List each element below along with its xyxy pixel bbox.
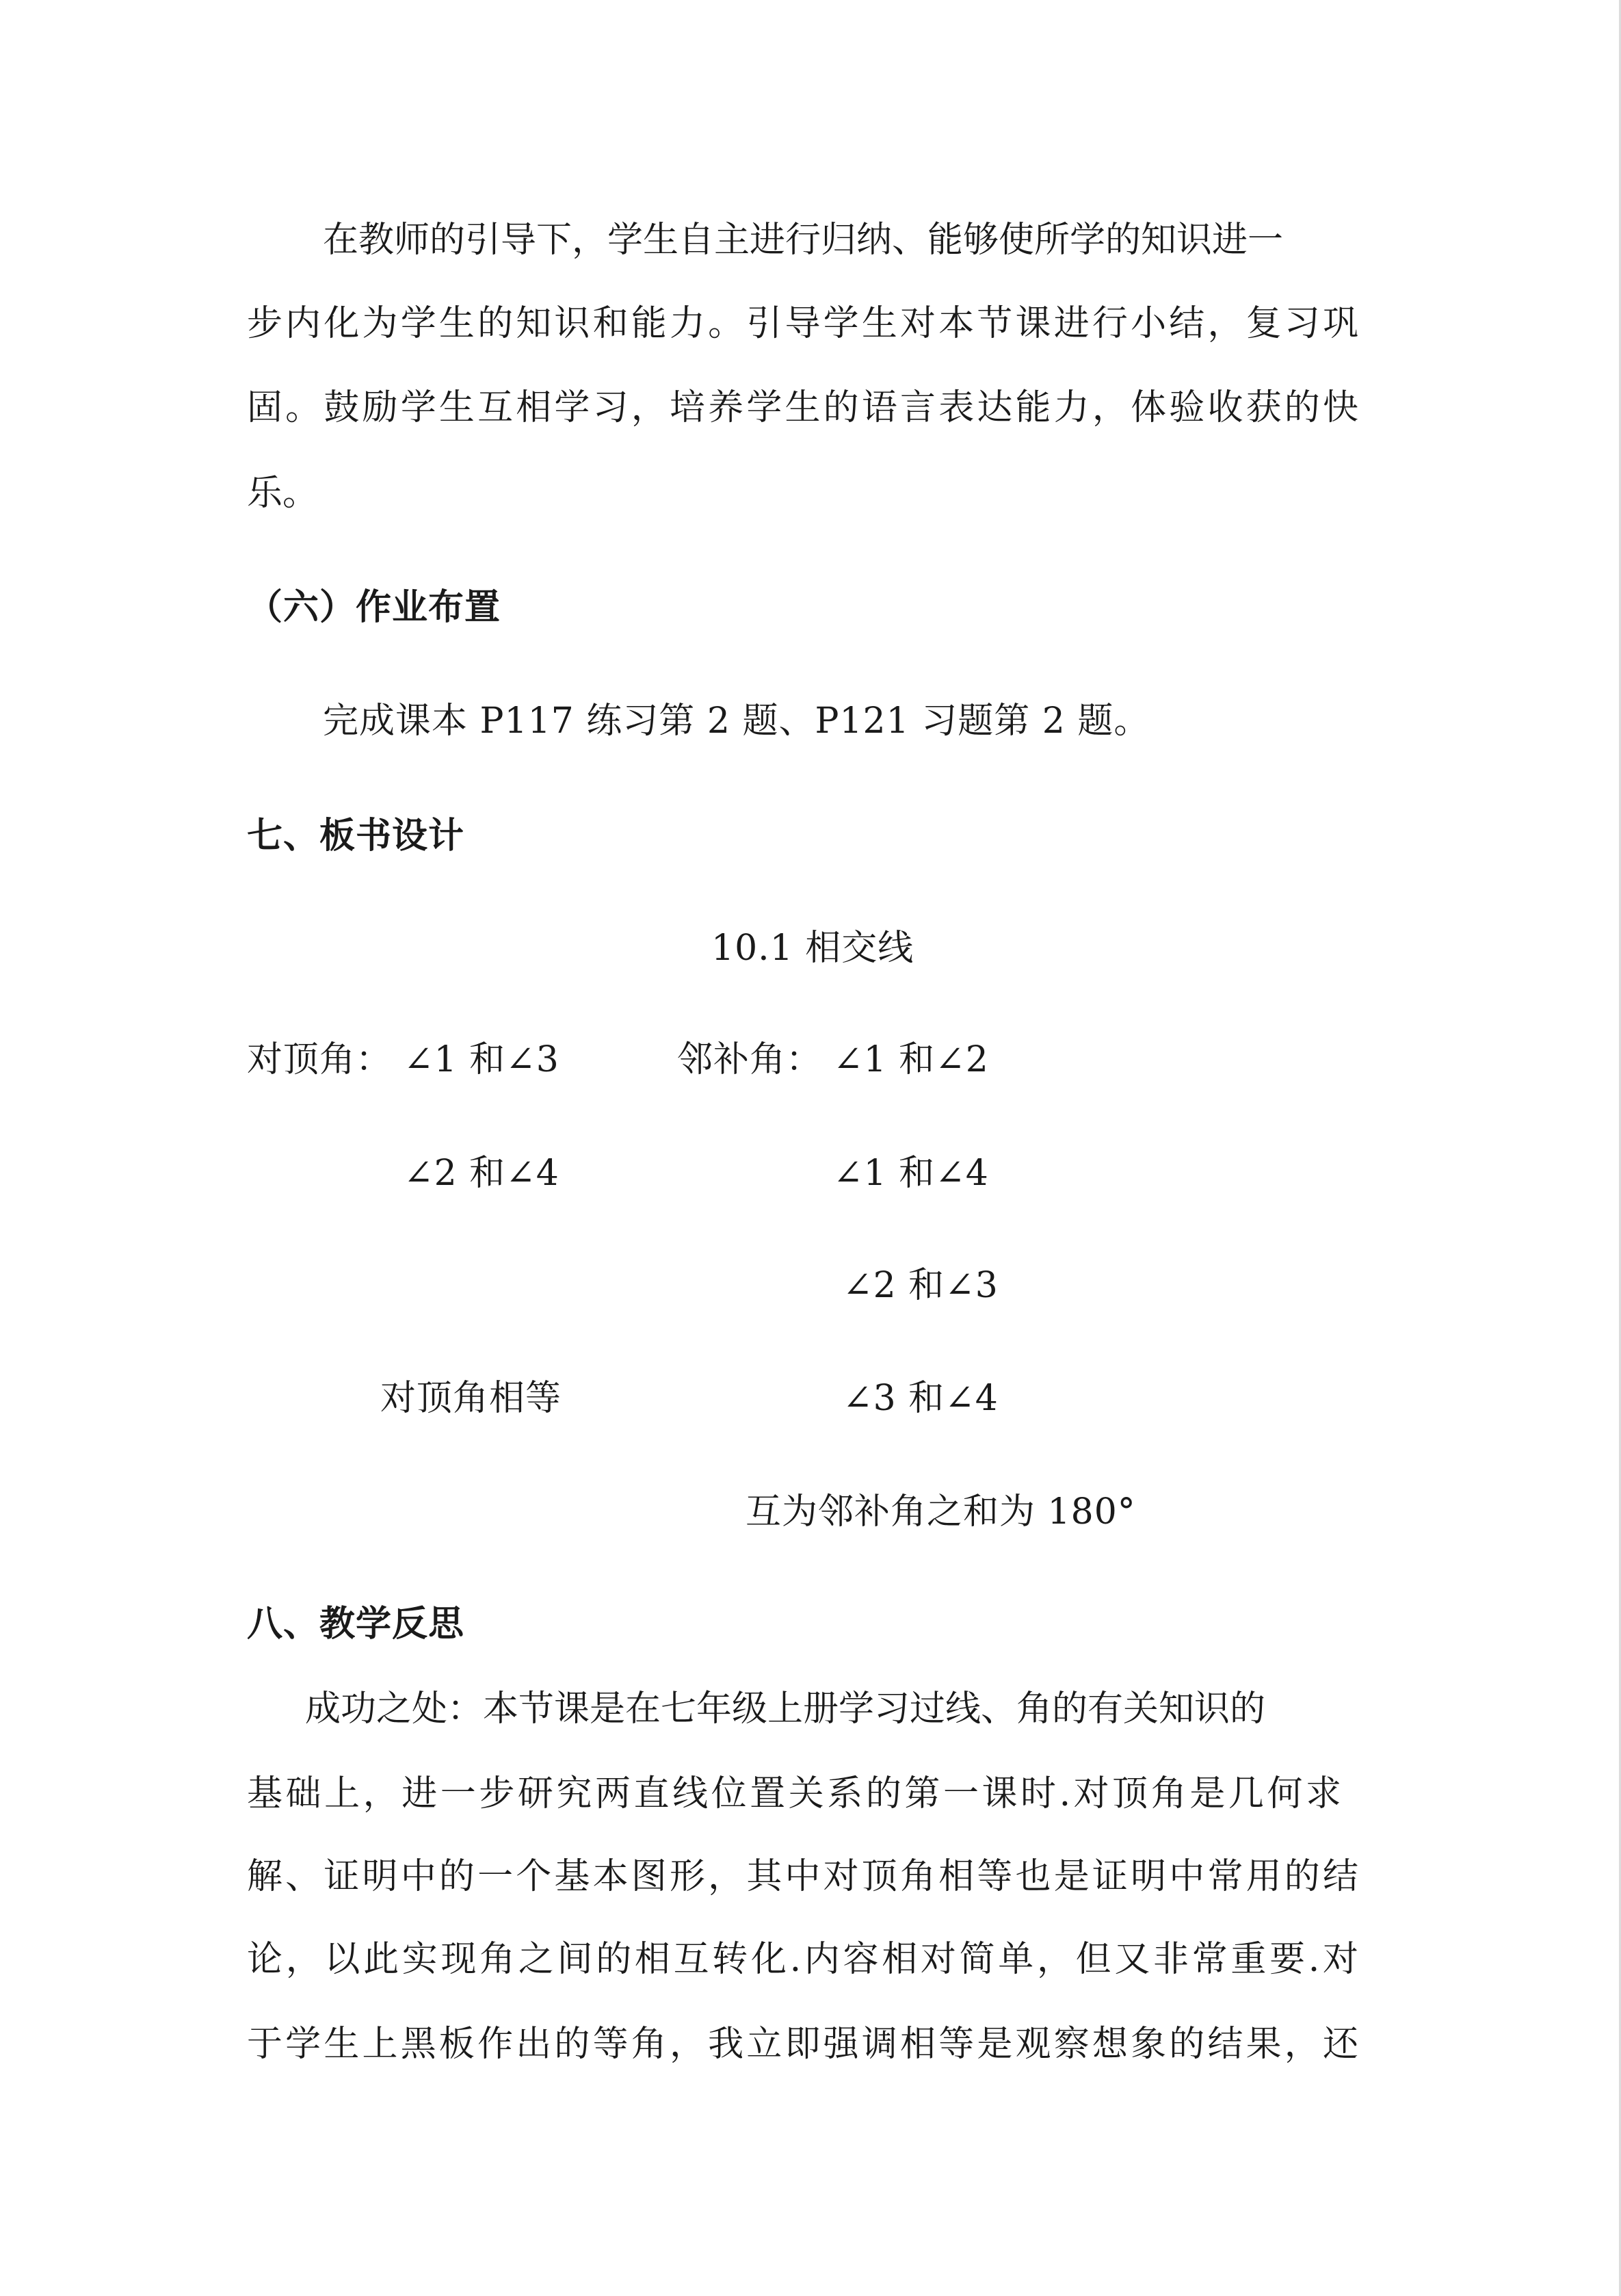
adjacent-pair-2: ∠1 和∠4 [833, 1153, 989, 1194]
summary-line-1: 在教师的引导下，学生自主进行归纳、能够使所学的知识进一 [323, 220, 1284, 261]
vertical-angles-conclusion: 对顶角相等 [380, 1378, 562, 1419]
adjacent-pair-3: ∠2 和∠3 [843, 1265, 999, 1306]
reflection-heading: 八、教学反思 [247, 1604, 465, 1645]
reflection-line-4: 论，以此实现角之间的相互转化.内容相对简单，但又非常重要.对 [247, 1939, 1358, 1980]
summary-line-4: 乐。 [247, 473, 319, 514]
homework-text: 完成课本 P117 练习第 2 题、P121 习题第 2 题。 [323, 701, 1150, 742]
vertical-angles-label: 对顶角： [247, 1039, 393, 1080]
adjacent-angles-conclusion: 互为邻补角之和为 180° [746, 1491, 1136, 1532]
reflection-line-3: 解、证明中的一个基本图形，其中对顶角相等也是证明中常用的结 [247, 1856, 1358, 1897]
reflection-line-5: 于学生上黑板作出的等角，我立即强调相等是观察想象的结果，还 [247, 2024, 1358, 2065]
homework-heading: （六）作业布置 [247, 587, 501, 628]
summary-line-2: 步内化为学生的知识和能力。引导学生对本节课进行小结，复习巩 [247, 303, 1358, 344]
reflection-line-2: 基础上，进一步研究两直线位置关系的第一课时.对顶角是几何求 [247, 1773, 1341, 1814]
board-design-title: 10.1 相交线 [711, 928, 914, 969]
vertical-pair-1: ∠1 和∠3 [404, 1039, 559, 1080]
board-design-heading: 七、板书设计 [247, 816, 465, 857]
summary-line-3: 固。鼓励学生互相学习，培养学生的语言表达能力，体验收获的快 [247, 387, 1358, 428]
reflection-line-1: 成功之处：本节课是在七年级上册学习过线、角的有关知识的 [305, 1688, 1266, 1730]
adjacent-pair-1: ∠1 和∠2 [833, 1039, 989, 1080]
adjacent-angles-label: 邻补角： [677, 1039, 823, 1080]
vertical-pair-2: ∠2 和∠4 [404, 1153, 559, 1194]
adjacent-pair-4: ∠3 和∠4 [843, 1378, 999, 1419]
